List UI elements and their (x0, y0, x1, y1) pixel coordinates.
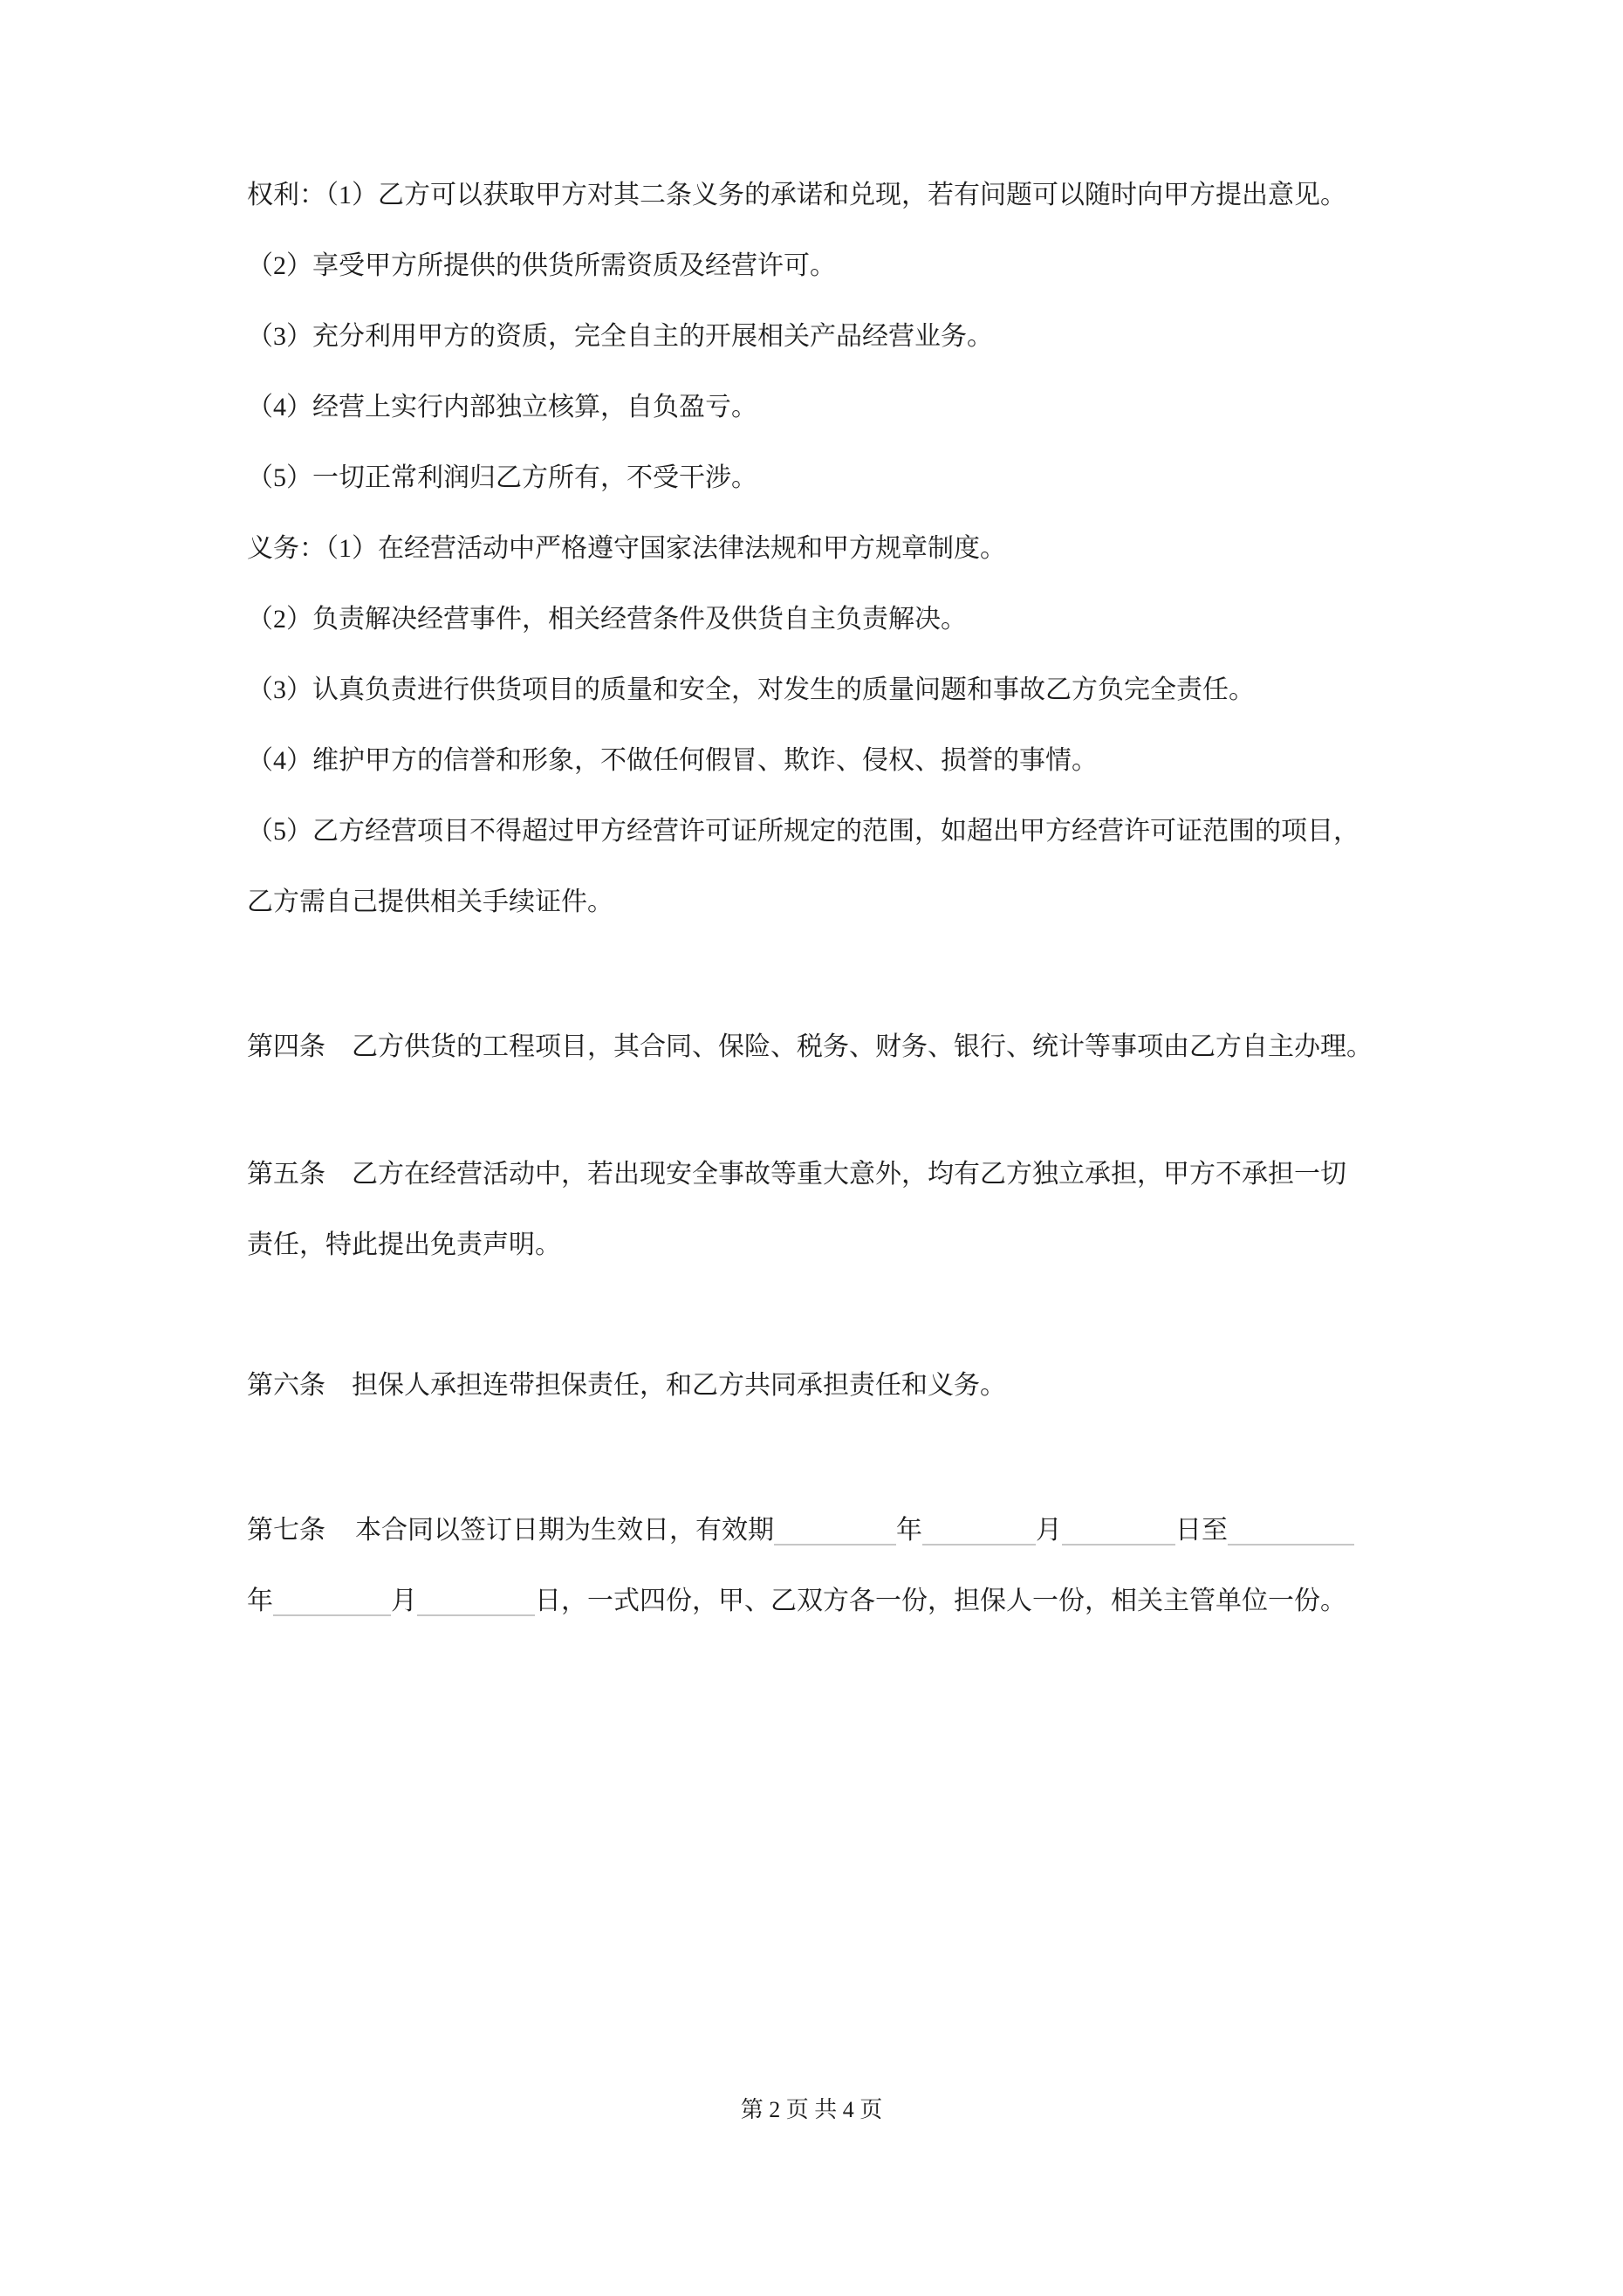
duties-item-5-line-2: 乙方需自己提供相关手续证件。 (247, 888, 613, 916)
rights-clause-intro: 权利：（1）乙方可以获取甲方对其二条义务的承诺和兑现，若有问题可以随时向甲方提出意见。 (247, 181, 1346, 209)
day-to-label: 日至 (1175, 1516, 1228, 1545)
rights-item-5: （5）一切正常利润归乙方所有，不受干涉。 (247, 463, 757, 492)
article-7-line-1 (247, 1495, 1492, 1566)
duties-clause-intro: 义务：（1）在经营活动中严格遵守国家法律法规和甲方规章制度。 (247, 534, 1006, 563)
page-footer (0, 2093, 1623, 2128)
duties-item-3: （3）认真负责进行供货项目的质量和安全，对发生的质量问题和事故乙方负完全责任。 (247, 675, 1255, 704)
paragraph-gap (247, 1280, 1492, 1350)
article-7-number: 第七条 (247, 1516, 325, 1545)
article-7-tail-text: 日，一式四份，甲、乙双方各一份，担保人一份，相关主管单位一份。 (535, 1587, 1346, 1615)
document-body (247, 160, 1492, 1636)
duties-item-5-line-1: （5）乙方经营项目不得超过甲方经营许可证所规定的范围，如超出甲方经营许可证范围的项目， (247, 817, 1359, 846)
rights-item-2: （2）享受甲方所提供的供货所需资质及经营许可。 (247, 251, 836, 280)
rights-item-3: （3）充分利用甲方的资质，完全自主的开展相关产品经营业务。 (247, 322, 993, 351)
validity-end-year-blank (1228, 1518, 1354, 1546)
article-4: 第四条 乙方供货的工程项目，其合同、保险、税务、财务、银行、统计等事项由乙方自主办理。 (247, 1032, 1373, 1061)
paragraph-gap (247, 937, 1492, 1011)
validity-start-year-blank (774, 1518, 896, 1546)
paragraph-gap (247, 1421, 1492, 1495)
article-6: 第六条 担保人承担连带担保责任，和乙方共同承担责任和义务。 (247, 1371, 1006, 1400)
duties-item-2: （2）负责解决经营事件，相关经营条件及供货自主负责解决。 (247, 605, 967, 634)
article-7-line-2 (247, 1566, 1492, 1636)
article-7-body-text: 本合同以签订日期为生效日，有效期 (355, 1516, 774, 1545)
year-label: 年 (247, 1587, 273, 1615)
year-label: 年 (896, 1516, 922, 1545)
month-label: 月 (391, 1587, 417, 1615)
validity-end-day-blank (417, 1588, 535, 1616)
paragraph-gap (247, 1082, 1492, 1139)
month-label: 月 (1036, 1516, 1062, 1545)
page-number-text: 第 2 页 共 4 页 (740, 2097, 883, 2122)
article-5-line-2: 责任，特此提出免责声明。 (247, 1230, 561, 1259)
validity-start-day-blank (1062, 1518, 1175, 1546)
validity-end-month-blank (273, 1588, 391, 1616)
validity-start-month-blank (922, 1518, 1036, 1546)
rights-item-4: （4）经营上实行内部独立核算，自负盈亏。 (247, 393, 757, 422)
article-5-line-1: 第五条 乙方在经营活动中，若出现安全事故等重大意外，均有乙方独立承担，甲方不承担一切 (247, 1160, 1346, 1189)
duties-item-4: （4）维护甲方的信誉和形象，不做任何假冒、欺诈、侵权、损誉的事情。 (247, 746, 1098, 775)
